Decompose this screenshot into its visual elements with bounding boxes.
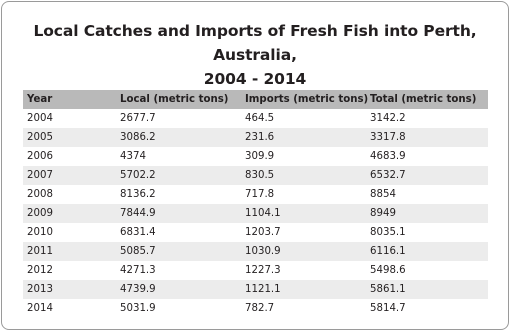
table-row [23, 109, 488, 128]
cell-imports: 1121.1 [241, 280, 366, 299]
cell-total: 5814.7 [370, 303, 406, 314]
cell-year: 2014 [27, 303, 53, 314]
table-row [23, 204, 488, 223]
cell-year: 2011 [23, 242, 116, 261]
cell-total: 8854 [370, 189, 396, 200]
cell-local: 7844.9 [116, 204, 241, 223]
cell-total: 8949 [366, 204, 488, 223]
cell-year: 2008 [27, 189, 53, 200]
cell-imports: 830.5 [241, 166, 366, 185]
cell-year: 2012 [27, 265, 53, 276]
cell-imports: 1030.9 [241, 242, 366, 261]
header-year: Year [23, 90, 116, 109]
cell-total: 5498.6 [370, 265, 406, 276]
table-title-line-2: 2004 - 2014 [203, 70, 307, 88]
cell-imports: 231.6 [241, 128, 366, 147]
cell-imports: 309.9 [245, 151, 275, 162]
table-title [2, 19, 508, 91]
table-row [23, 223, 488, 242]
table-row [23, 147, 488, 166]
cell-imports: 1104.1 [241, 204, 366, 223]
cell-year: 2005 [23, 128, 116, 147]
cell-imports: 1227.3 [245, 265, 281, 276]
cell-year: 2004 [27, 113, 53, 124]
cell-local: 5702.2 [116, 166, 241, 185]
cell-year: 2007 [23, 166, 116, 185]
table-body [23, 109, 488, 318]
cell-imports: 717.8 [245, 189, 275, 200]
cell-local: 4271.3 [120, 265, 156, 276]
table-header-row [23, 90, 488, 109]
cell-local: 3086.2 [116, 128, 241, 147]
cell-year: 2010 [27, 227, 53, 238]
cell-year: 2009 [23, 204, 116, 223]
cell-imports: 464.5 [245, 113, 275, 124]
table-row [23, 185, 488, 204]
table-row [23, 280, 488, 299]
cell-total: 6116.1 [366, 242, 488, 261]
header-imports: Imports (metric tons) [241, 90, 366, 109]
table-row [23, 242, 488, 261]
cell-local: 5085.7 [116, 242, 241, 261]
cell-total: 5861.1 [366, 280, 488, 299]
cell-total: 3317.8 [366, 128, 488, 147]
cell-local: 6831.4 [120, 227, 156, 238]
fish-data-table [23, 90, 488, 318]
cell-local: 8136.2 [120, 189, 156, 200]
header-local: Local (metric tons) [116, 90, 241, 109]
cell-imports: 782.7 [245, 303, 275, 314]
table-row [23, 166, 488, 185]
table-row [23, 299, 488, 318]
cell-total: 3142.2 [370, 113, 406, 124]
cell-local: 2677.7 [120, 113, 156, 124]
cell-local: 4374 [120, 151, 146, 162]
table-row [23, 128, 488, 147]
cell-imports: 1203.7 [245, 227, 281, 238]
cell-total: 4683.9 [370, 151, 406, 162]
cell-local: 5031.9 [120, 303, 156, 314]
cell-year: 2006 [27, 151, 53, 162]
cell-total: 6532.7 [366, 166, 488, 185]
cell-total: 8035.1 [370, 227, 406, 238]
header-total: Total (metric tons) [366, 90, 488, 109]
cell-local: 4739.9 [116, 280, 241, 299]
table-row [23, 261, 488, 280]
table-title-line-1: Local Catches and Imports of Fresh Fish into Perth, Australia, [33, 22, 477, 64]
cell-year: 2013 [23, 280, 116, 299]
